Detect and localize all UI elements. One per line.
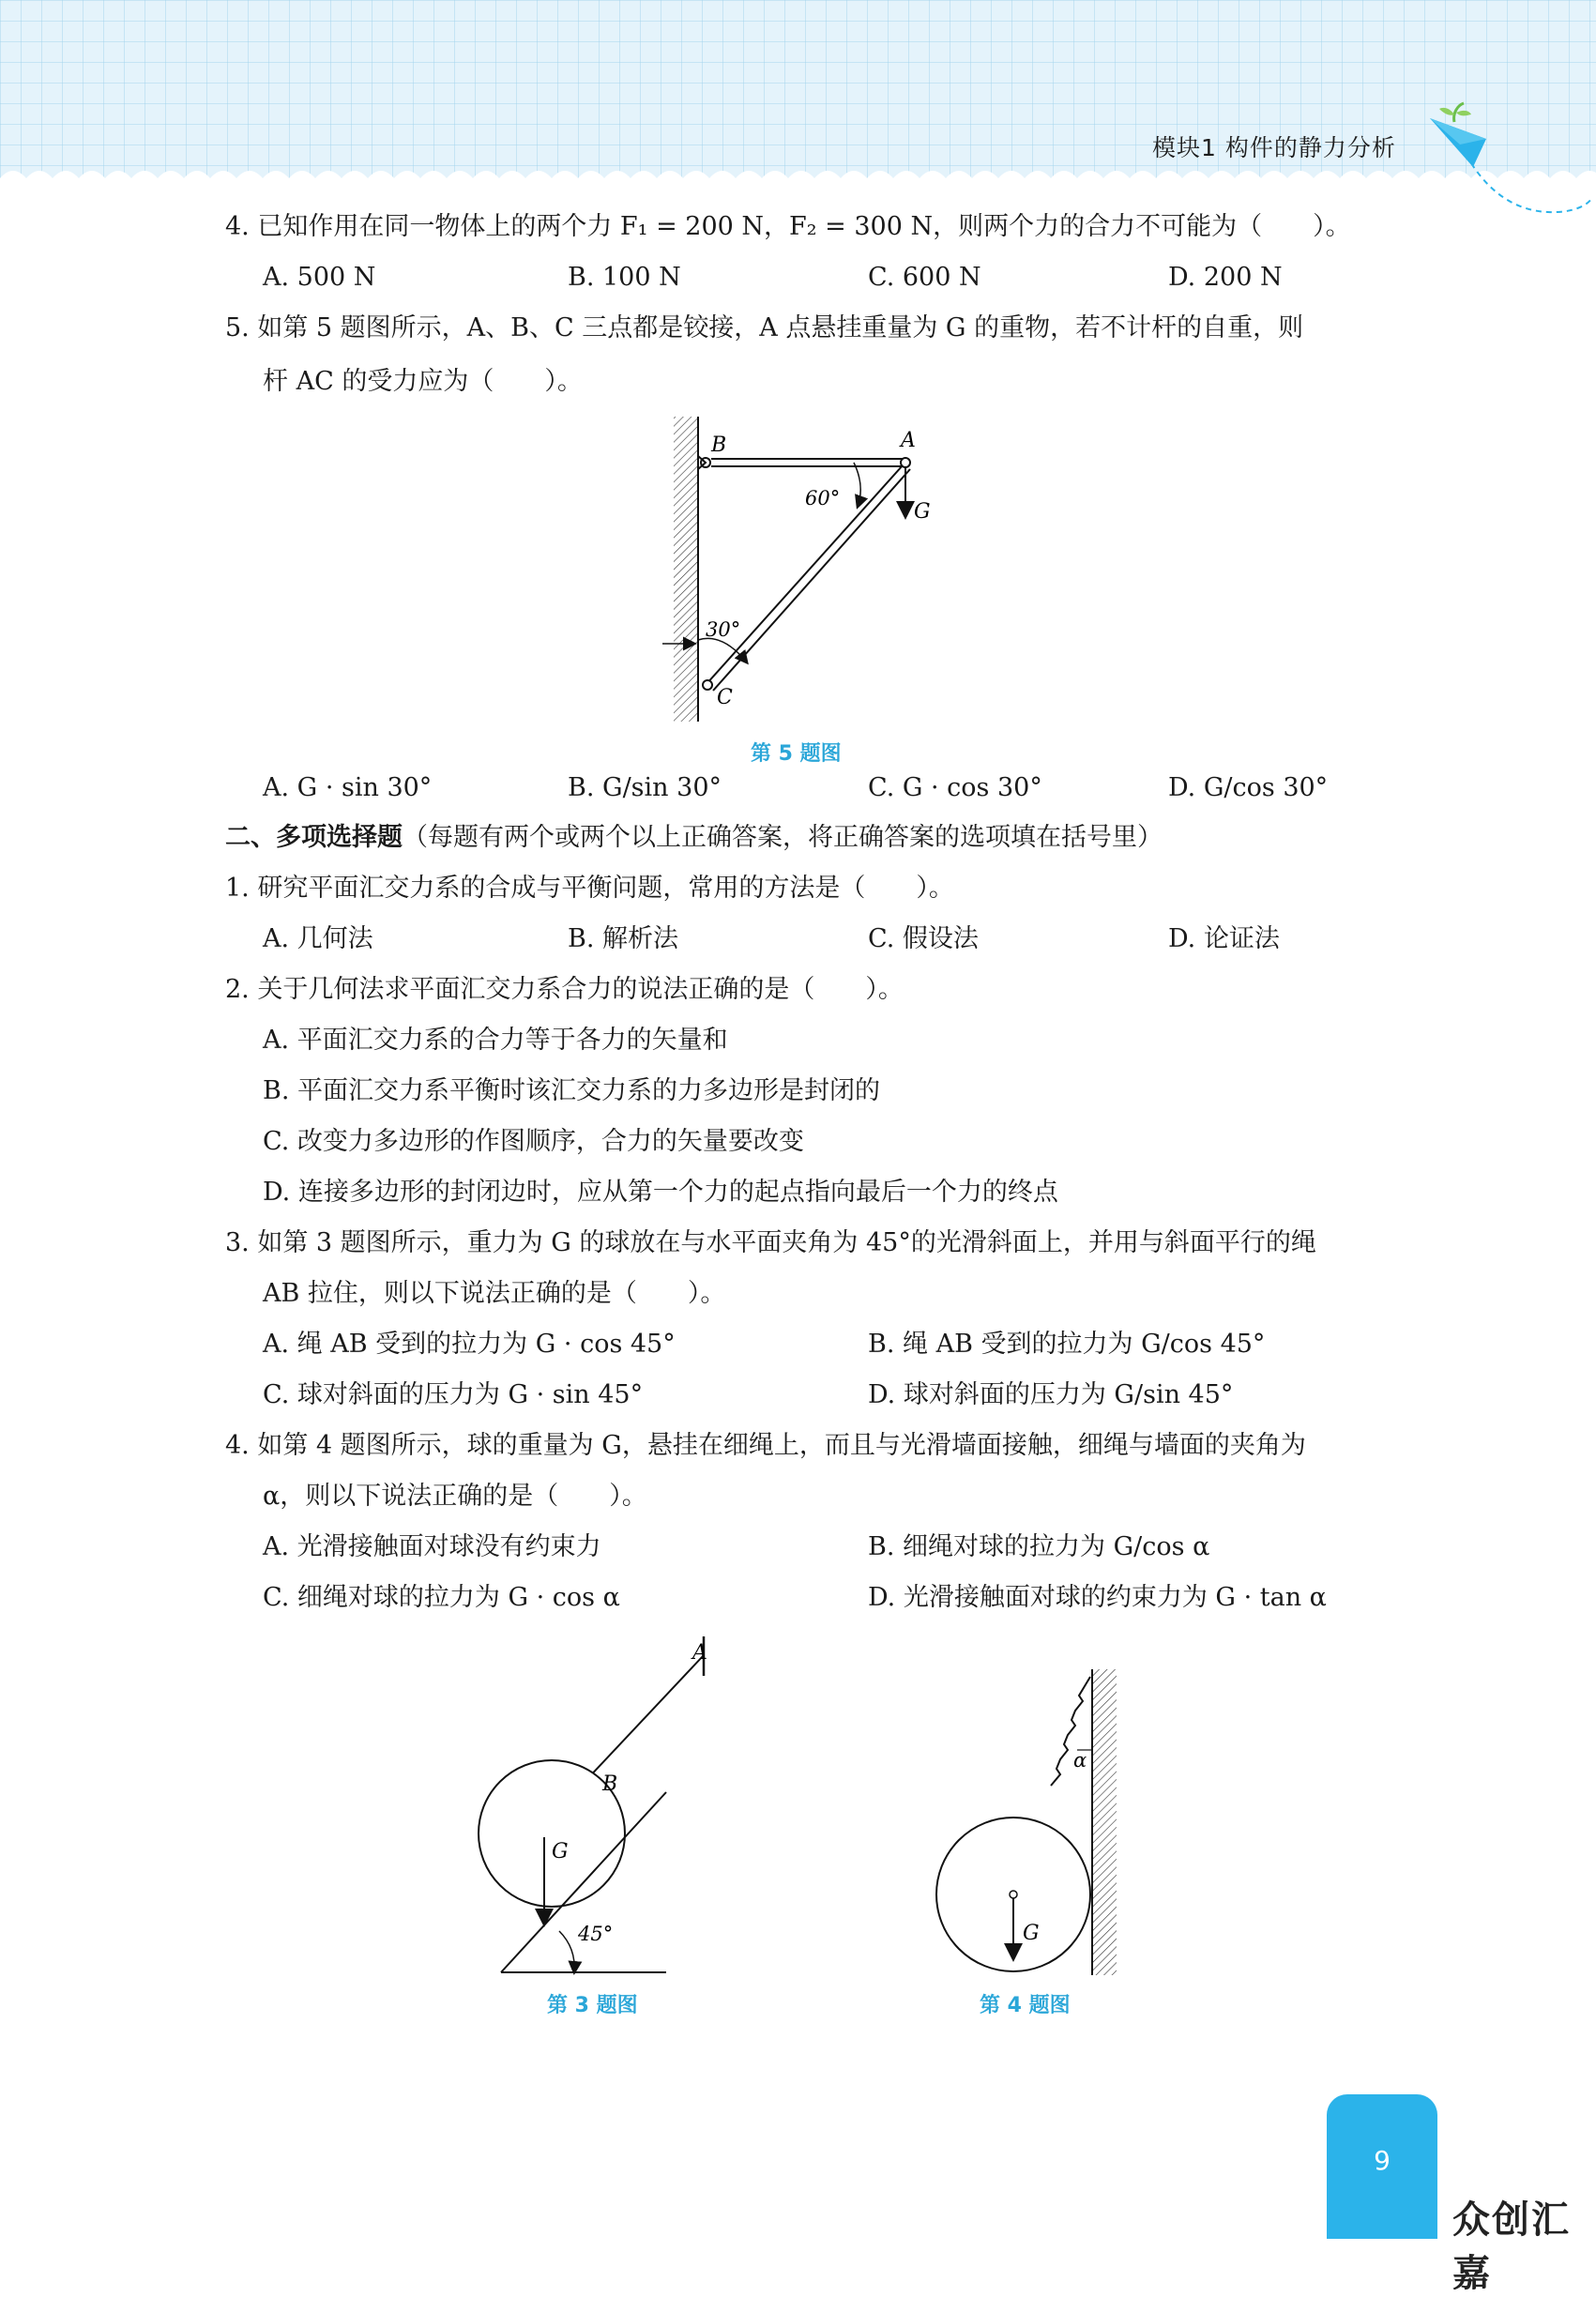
multi-q4-stem-line1: 4. 如第 4 题图所示，球的重量为 G，悬挂在细绳上，而且与光滑墙面接触，细绳与墙面的夹角为 <box>225 1431 1306 1460</box>
figure-3-caption: 第 3 题图 <box>547 1994 638 2017</box>
multi-q3-option-d: D. 球对斜面的压力为 G/sin 45° <box>868 1380 1234 1409</box>
multi-q3-option-b: B. 绳 AB 受到的拉力为 G/cos 45° <box>868 1330 1266 1359</box>
wall-hatching <box>674 417 698 722</box>
multi-q2-option-d: D. 连接多边形的封闭边时，应从第一个力的起点指向最后一个力的终点 <box>263 1178 1058 1207</box>
multi-q1-option-c: C. 假设法 <box>868 924 979 953</box>
multi-q4-option-c: C. 细绳对球的拉力为 G · cos α <box>263 1583 620 1612</box>
section-2-heading <box>225 821 1163 855</box>
watermark: 众创汇嘉 <box>1452 2198 1571 2295</box>
label-60deg: 60° <box>805 487 841 510</box>
figure-5-truss <box>657 411 957 730</box>
q4-option-c: C. 600 N <box>868 263 981 292</box>
q5-option-a: A. G · sin 30° <box>263 773 433 802</box>
section-2-note: （每题有两个或两个以上正确答案，将正确答案的选项填在括号里） <box>403 823 1163 852</box>
multi-q4-option-a: A. 光滑接触面对球没有约束力 <box>263 1532 601 1561</box>
header-scallop-edge <box>0 161 1596 195</box>
figure-3-ball-on-incline <box>469 1633 713 1980</box>
q4-option-d: D. 200 N <box>1168 263 1283 292</box>
module-title: 模块1 构件的静力分析 <box>1152 134 1396 161</box>
multi-q4-option-d: D. 光滑接触面对球的约束力为 G · tan α <box>868 1583 1327 1612</box>
section-2-title: 二、多项选择题 <box>225 823 403 852</box>
multi-q2-option-b: B. 平面汇交力系平衡时该汇交力系的力多边形是封闭的 <box>263 1076 881 1105</box>
label-30deg: 30° <box>706 618 741 641</box>
question-5-stem-line1: 5. 如第 5 题图所示，A、B、C 三点都是铰接，A 点悬挂重量为 G 的重物，若不计杆的自重，则 <box>225 313 1304 342</box>
page-number: 9 <box>1374 2145 1391 2176</box>
figure-5-caption: 第 5 题图 <box>751 742 842 766</box>
multi-q3-option-a: A. 绳 AB 受到的拉力为 G · cos 45° <box>263 1330 676 1359</box>
multi-q3-option-c: C. 球对斜面的压力为 G · sin 45° <box>263 1380 644 1409</box>
label-alpha: α <box>1073 1749 1087 1772</box>
multi-q4-stem-line2: α，则以下说法正确的是（ ）。 <box>263 1482 647 1511</box>
label-b: B <box>602 1772 618 1796</box>
multi-q2-option-a: A. 平面汇交力系的合力等于各力的矢量和 <box>263 1026 728 1055</box>
label-g: G <box>552 1840 569 1863</box>
multi-q1-option-d: D. 论证法 <box>1168 924 1280 953</box>
q4-option-b: B. 100 N <box>568 263 681 292</box>
multi-q1-option-a: A. 几何法 <box>263 924 373 953</box>
rope-ab <box>585 1655 704 1781</box>
multi-q4-option-b: B. 细绳对球的拉力为 G/cos α <box>868 1532 1210 1561</box>
label-a: A <box>692 1641 707 1665</box>
q4-option-a: A. 500 N <box>263 263 376 292</box>
multi-q1-stem: 1. 研究平面汇交力系的合成与平衡问题，常用的方法是（ ）。 <box>225 874 954 903</box>
label-45deg: 45° <box>578 1923 614 1945</box>
q5-option-b: B. G/sin 30° <box>568 773 722 802</box>
q5-option-d: D. G/cos 30° <box>1168 773 1329 802</box>
multi-q1-option-b: B. 解析法 <box>568 924 679 953</box>
multi-q2-stem: 2. 关于几何法求平面汇交力系合力的说法正确的是（ ）。 <box>225 975 904 1004</box>
label-a: A <box>901 429 916 452</box>
label-g: G <box>914 500 931 524</box>
figure-4-caption: 第 4 题图 <box>980 1994 1071 2017</box>
paper-plane-icon <box>1426 101 1595 242</box>
label-b: B <box>711 434 727 457</box>
question-5-stem-line2: 杆 AC 的受力应为（ ）。 <box>263 367 583 396</box>
label-g: G <box>1023 1922 1040 1945</box>
label-c: C <box>717 686 733 709</box>
multi-q3-stem-line1: 3. 如第 3 题图所示，重力为 G 的球放在与水平面夹角为 45°的光滑斜面上，并用与斜面平行的绳 <box>225 1228 1316 1257</box>
question-4-stem: 4. 已知作用在同一物体上的两个力 F₁ = 200 N，F₂ = 300 N，则两个力的合力不可能为（ ）。 <box>225 212 1351 241</box>
multi-q3-stem-line2: AB 拉住，则以下说法正确的是（ ）。 <box>263 1279 726 1308</box>
rod-ac <box>706 465 903 685</box>
q5-option-c: C. G · cos 30° <box>868 773 1042 802</box>
multi-q2-option-c: C. 改变力多边形的作图顺序，合力的矢量要改变 <box>263 1127 804 1156</box>
figure-4-hanging-ball <box>920 1666 1126 1985</box>
wall-hatching <box>1092 1669 1117 1975</box>
